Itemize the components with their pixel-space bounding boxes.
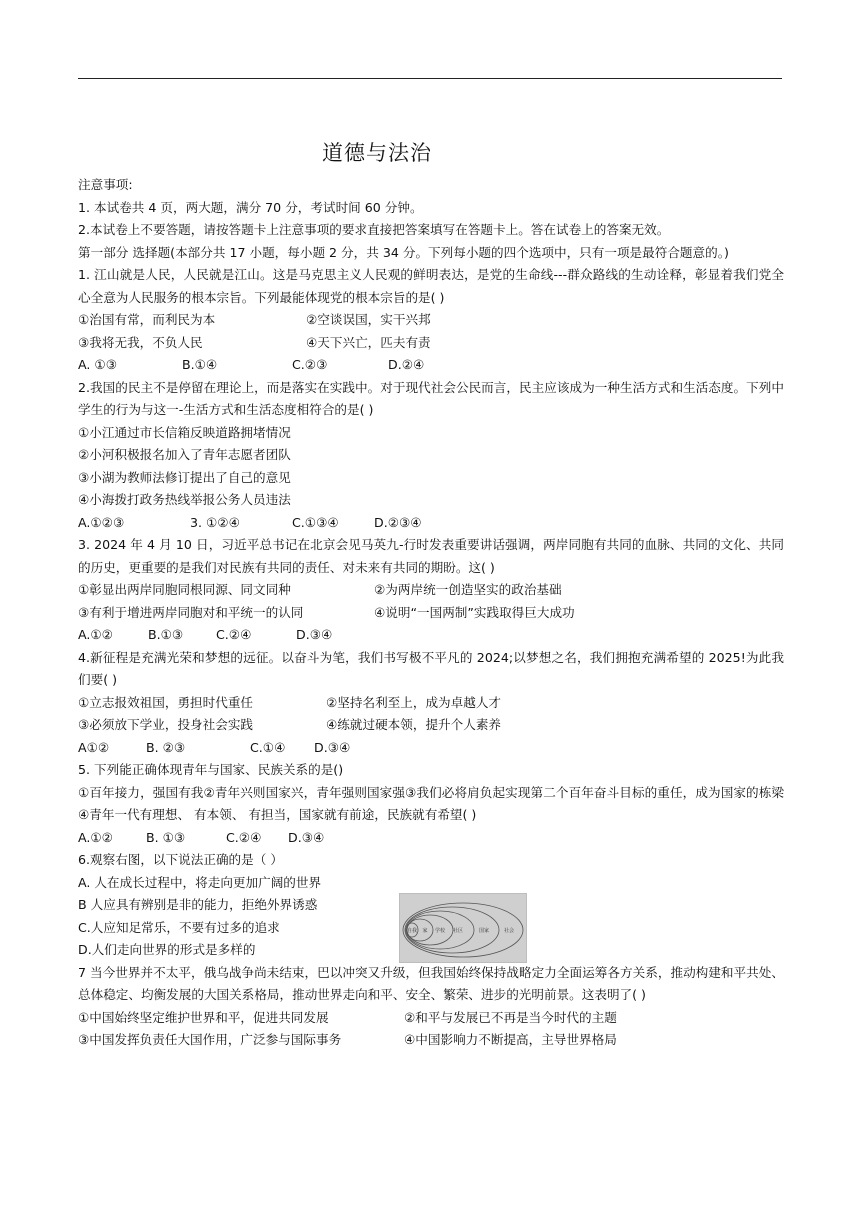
q1-item-4: ④天下兴亡，匹夫有责: [306, 334, 431, 350]
q1-item-3: ③我将无我，不负人民: [78, 334, 203, 350]
q5-options: [78, 827, 784, 850]
q3-option-d: D.③④: [296, 627, 333, 642]
q1-item-2: ②空谈误国，实干兴邦: [306, 312, 431, 327]
q4-item-4: ④练就过硬本领，提升个人素养: [326, 717, 502, 732]
q2-item-2: ②小河积极报名加入了青年志愿者团队: [78, 447, 291, 462]
q4-option-b: B. ②③: [146, 739, 186, 755]
q5-body: ①百年接力，强国有我②青年兴则国家兴，青年强则国家强③我们必将肩负起实现第二个百年奋斗目标的重任，成为国家的栋梁④青年一代有理想、 有本领、 有担当，国家就有前途，民族就有希望( ): [78, 784, 784, 822]
q2-item-1: ①小江通过市长信箱反映道路拥堵情况: [78, 424, 291, 440]
figure-label-school: 学校: [434, 928, 446, 934]
q2-options: [78, 512, 784, 535]
q1-options: [78, 354, 784, 377]
q3-items-row1: [78, 579, 784, 602]
q4-item-3: ③必须放下学业，投身社会实践: [78, 717, 254, 732]
q6-figure: [399, 893, 527, 963]
q5-option-c: C.②④: [226, 829, 262, 845]
q4-item-2: ②坚持名利至上，成为卓越人才: [326, 694, 502, 710]
q6-option-d: D.人们走向世界的形式是多样的: [78, 942, 256, 957]
figure-label-self: 自我: [406, 928, 418, 934]
q5-option-a: A.①②: [78, 829, 113, 845]
q3-option-b: B.①③: [148, 627, 184, 642]
q7-stem: 7 当今世界并不太平，俄乌战争尚未结束，巴以冲突又升级，但我国始终保持战略定力全面运筹各方关系，推动构建和平共处、总体稳定、均衡发展的大国关系格局，推动世界走向和平、安全、繁荣、进步的光明前景。这表明了( ): [78, 964, 784, 1002]
q7-item-2: ②和平与发展已不再是当今时代的主题: [404, 1009, 617, 1025]
q7-item-3: ③中国发挥负责任大国作用，广泛参与国际事务: [78, 1032, 342, 1047]
q2-option-b: 3. ①②④: [190, 514, 240, 530]
q1-item-1: ①治国有常，而利民为本: [78, 312, 216, 327]
figure-label-home: 家: [422, 928, 428, 934]
q1-option-c: C.②③: [292, 357, 328, 372]
q3-option-a: A.①②: [78, 627, 113, 642]
part1-instructions: 第一部分 选择题(本部分共 17 小题，每小题 2 分，共 34 分。下列每小题的四个选项中，只有一项是最符合题意的。): [78, 244, 729, 260]
q3-item-4: ④说明“一国两制”实践取得巨大成功: [374, 604, 575, 620]
q1-stem: 1. 江山就是人民，人民就是江山。这是马克思主义人民观的鲜明表达，是党的生命线---群众路线的生动诠释，彰显着我们党全心全意为人民服务的根本宗旨。下列最能体现党的根本宗旨的是( ): [78, 267, 784, 305]
q5-option-d: D.③④: [288, 829, 325, 845]
q5-stem: 5. 下列能正确体现青年与国家、民族关系的是(): [78, 762, 344, 777]
q7-items-row1: [78, 1007, 784, 1030]
q2-item-3: ③小湖为教师法修订提出了自己的意见: [78, 469, 291, 485]
q3-item-1: ①彰显出两岸同胞同根同源、同文同种: [78, 582, 291, 597]
figure-label-community: 社区: [452, 928, 464, 934]
q3-option-c: C.②④: [216, 627, 252, 642]
q5-option-b: B. ①③: [146, 829, 186, 845]
figure-label-country: 国家: [478, 928, 490, 934]
q1-items-row2: [78, 332, 784, 355]
q2-item-4: ④小海拨打政务热线举报公务人员违法: [78, 492, 291, 507]
q4-options: [78, 737, 784, 760]
q3-items-row2: [78, 602, 784, 625]
q4-stem: 4.新征程是充满光荣和梦想的远征。以奋斗为笔，我们书写极不平凡的 2024;以梦想之名，我们拥抱充满希望的 2025!为此我们要( ): [78, 649, 784, 687]
q2-option-a: A.①②③: [78, 514, 125, 530]
q2-option-c: C.①③④: [292, 514, 339, 530]
q6-option-c: C.人应知足常乐，不要有过多的追求: [78, 919, 280, 935]
q1-items-row1: [78, 309, 784, 332]
q7-items-row2: [78, 1029, 784, 1052]
q4-item-1: ①立志报效祖国，勇担时代重任: [78, 694, 254, 710]
q2-option-d: D.②③④: [374, 514, 422, 530]
page-title: 道德与法治: [322, 141, 432, 165]
q7-item-1: ①中国始终坚定维护世界和平，促进共同发展: [78, 1009, 329, 1025]
q3-stem: 3. 2024 年 4 月 10 日，习近平总书记在北京会见马英九-行时发表重要讲话强调，两岸同胞有共同的血脉、共同的文化、共同的历史，更重要的是我们对民族有共同的责任、对未来有共同的期盼。这( ): [78, 537, 784, 575]
q1-option-d: D.②④: [388, 357, 425, 372]
q1-option-b: B.①④: [182, 357, 218, 372]
q1-option-a: A. ①③: [78, 357, 117, 372]
q4-option-d: D.③④: [314, 739, 351, 755]
q7-item-4: ④中国影响力不断提高，主导世界格局: [404, 1032, 617, 1047]
q4-option-a: A①②: [78, 739, 110, 755]
notice-1: 1. 本试卷共 4 页，两大题，满分 70 分，考试时间 60 分钟。: [78, 199, 423, 215]
q6-stem: 6.观察右图，以下说法正确的是（ ）: [78, 852, 283, 867]
q4-items-row2: [78, 714, 784, 737]
figure-label-society: 社会: [503, 928, 515, 934]
notice-2: 2.本试卷上不要答题，请按答题卡上注意事项的要求直接把答案填写在答题卡上。答在试卷上的答案无效。: [78, 222, 670, 237]
header-rule: [78, 78, 782, 79]
q4-items-row1: [78, 692, 784, 715]
q2-stem: 2.我国的民主不是停留在理论上，而是落实在实践中。对于现代社会公民而言，民主应该成为一种生活方式和生活态度。下列中学生的行为与这一-生活方式和生活态度相符合的是( ): [78, 379, 784, 417]
q6-option-b: B 人应具有辨别是非的能力，拒绝外界诱惑: [78, 897, 318, 912]
concentric-circles-diagram: [400, 894, 526, 962]
q3-item-3: ③有利于增进两岸同胞对和平统一的认同: [78, 604, 304, 620]
q6-option-a: A. 人在成长过程中，将走向更加广阔的世界: [78, 874, 322, 890]
notice-heading: 注意事项:: [78, 177, 133, 192]
q4-option-c: C.①④: [250, 739, 286, 755]
q3-options: [78, 624, 784, 647]
q3-item-2: ②为两岸统一创造坚实的政治基础: [374, 582, 562, 597]
